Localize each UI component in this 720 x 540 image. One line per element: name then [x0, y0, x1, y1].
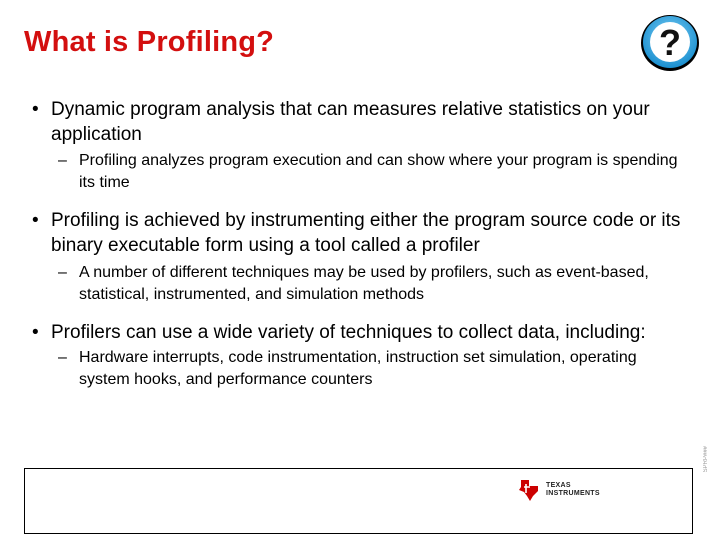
bullet-2: [32, 208, 692, 258]
bullet-mark: •: [32, 210, 39, 231]
logo-line-2: INSTRUMENTS: [546, 490, 600, 497]
bullet-3: [32, 320, 692, 345]
sub-bullet-2: [58, 262, 688, 306]
side-code: SPRP###: [703, 446, 709, 473]
sub-bullet-1: [58, 150, 688, 194]
sub-bullet-text: A number of different techniques may be used by profilers, such as event-based, statistical, instrumented, and simulation methods: [79, 264, 649, 303]
bullet-mark: •: [32, 322, 39, 343]
question-mark-icon: [636, 8, 704, 76]
bullet-text: Dynamic program analysis that can measures relative statistics on your application: [51, 99, 650, 145]
slide-title: What is Profiling?: [24, 26, 275, 58]
sub-bullet-3: [58, 347, 688, 391]
bullet-1: [32, 97, 692, 147]
bullet-mark: •: [32, 99, 39, 120]
sub-bullet-mark: –: [58, 264, 67, 281]
svg-text:?: ?: [659, 22, 681, 63]
sub-bullet-text: Profiling analyzes program execution and can show where your program is spending its time: [79, 152, 678, 191]
sub-bullet-text: Hardware interrupts, code instrumentation, instruction set simulation, operating system hooks, and performance counters: [79, 349, 637, 388]
logo-line-1: TEXAS: [546, 482, 571, 489]
texas-instruments-logo: [518, 475, 618, 505]
bullet-text: Profilers can use a wide variety of techniques to collect data, including:: [51, 322, 646, 343]
bullet-text: Profiling is achieved by instrumenting either the program source code or its binary executable form using a tool called a profiler: [51, 210, 681, 256]
texas-state-icon: [518, 478, 540, 502]
sub-bullet-mark: –: [58, 152, 67, 169]
sub-bullet-mark: –: [58, 349, 67, 366]
